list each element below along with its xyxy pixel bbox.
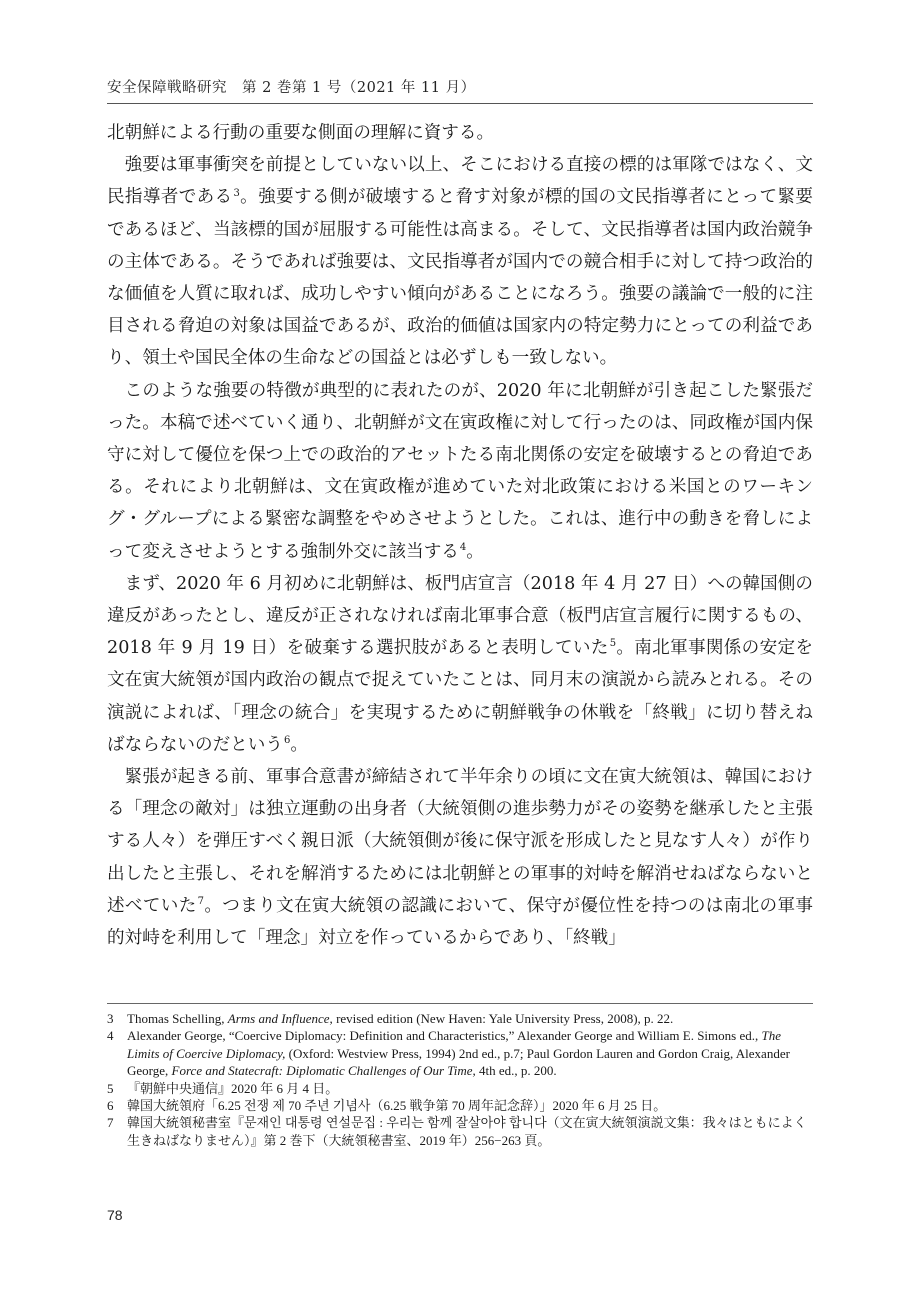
paragraph-2: 強要は軍事衝突を前提としていない以上、そこにおける直接の標的は軍隊ではなく、文民指導者である$^3$。強要する側が破壊すると脅す対象が標的国の文民指導者にとって緊要であるほど、当該標的国が屈服する可能性は高まる。そして、文民指導者は国内政治競争の主体である。そうであれば強要は、文民指導者が国内での競合相手に対して持つ政治的な価値を人質に取れば、成功しやすい傾向があることになろう。強要の議論で一般的に注目される脅迫の対象は国益であるが、政治的価値は国家内の特定勢力にとっての利益であり、領土や国民全体の生命などの国益とは必ずしも一致しない。 — [107, 155, 813, 369]
footnote-number: 4 — [107, 1028, 114, 1044]
footnote-7: 7 韓国大統領秘書室『문재인 대통령 연설문집 : 우리는 함께 잘살아야 합니다（文在寅大統領演説文集：我々はともによく生きねばなりません）』第 2 巻下（大統領秘書室、2019 年）256−263 頁。 — [107, 1115, 807, 1148]
footnote-ref-3[interactable]: 3 — [233, 187, 240, 199]
footnote-number: 5 — [107, 1080, 114, 1096]
footnote-ref-7[interactable]: 7 — [197, 896, 204, 908]
footnote-4: 4 Alexander George, “Coercive Diplomacy: Definition and Characteristics,” Alexander George and William E. Simons ed., The Limits of Coercive Diplomacy, (Oxford: Westview Press, 1994) 2nd ed., p.7; Paul Gordon Lauren and Gordon Craig, Alexander George, Force and Statecraft: Diplomatic Challenges of Our Time, 4th ed., p. 200. — [107, 1028, 790, 1079]
running-header: 安全保障戦略研究 第 2 巻第 1 号（2021 年 11 月） — [107, 76, 813, 104]
footnote-number: 7 — [107, 1115, 114, 1131]
paragraph-1: 北朝鮮による行動の重要な側面の理解に資する。 — [107, 123, 495, 143]
paragraph-5: 緊張が起きる前、軍事合意書が締結されて半年余りの頃に文在寅大統領は、韓国における「理念の敵対」は独立運動の出身者（大統領側の進歩勢力がその姿勢を継承したと主張する人々）を弾圧すべく親日派（大統領側が後に保守派を形成したと見なす人々）が作り出したと主張し、それを解消するためには北朝鮮との軍事的対峙を解消せねばならないと述べていた$^7$。つまり文在寅大統領の認識において、保守が優位性を持つのは南北の軍事的対峙を利用して「理念」対立を作っているからであり、「終戦」 — [107, 767, 813, 949]
paragraph-4: まず、2020 年 6 月初めに北朝鮮は、板門店宣言（2018 年 4 月 27 日）への韓国側の違反があったとし、違反が正されなければ南北軍事合意（板門店宣言履行に関するもの、2018 年 9 月 19 日）を破棄する選択肢があると表明していた$^5$。南北軍事関係の安定を文在寅大統領が国内政治の観点で捉えていたことは、同月末の演説から読みとれる。その演説によれば、「理念の統合」を実現するために朝鮮戦争の休戦を「終戦」に切り替えねばならないのだという$^6$。 — [107, 573, 813, 755]
footnote-5: 5 『朝鮮中央通信』2020 年 6 月 4 日。 — [107, 1080, 339, 1096]
body-text — [107, 117, 813, 954]
footnote-ref-4[interactable]: 4 — [459, 541, 467, 553]
footnote-ref-5[interactable]: 5 — [609, 638, 617, 650]
footnotes — [107, 1010, 813, 1149]
footnote-number: 3 — [107, 1011, 114, 1026]
footnote-number: 6 — [107, 1098, 114, 1114]
paragraph-3: このような強要の特徴が典型的に表れたのが、2020 年に北朝鮮が引き起こした緊張だった。本稿で述べていく通り、北朝鮮が文在寅政権に対して行ったのは、同政権が国内保守に対して優位を保つ上での政治的アセットたる南北関係の安定を破壊するとの脅迫である。それにより北朝鮮は、文在寅政権が進めていた対北政策における米国とのワーキング・グループによる緊密な調整をやめさせようとした。これは、進行中の動きを脅しによって変えさせようとする強制外交に該当する$^4$。 — [107, 380, 813, 562]
footnote-3: 3 Thomas Schelling, Arms and Influence, revised edition (New Haven: Yale University Press, 2008), p. 22. — [107, 1011, 674, 1026]
footnote-divider — [107, 1003, 813, 1004]
page-number: 78 — [107, 1207, 123, 1223]
footnote-ref-6[interactable]: 6 — [283, 735, 291, 746]
footnote-6: 6 韓国大統領府「6.25 전쟁 제 70 주년 기념사（6.25 戦争第 70 周年記念辞）」2020 年 6 月 25 日。 — [107, 1098, 667, 1114]
